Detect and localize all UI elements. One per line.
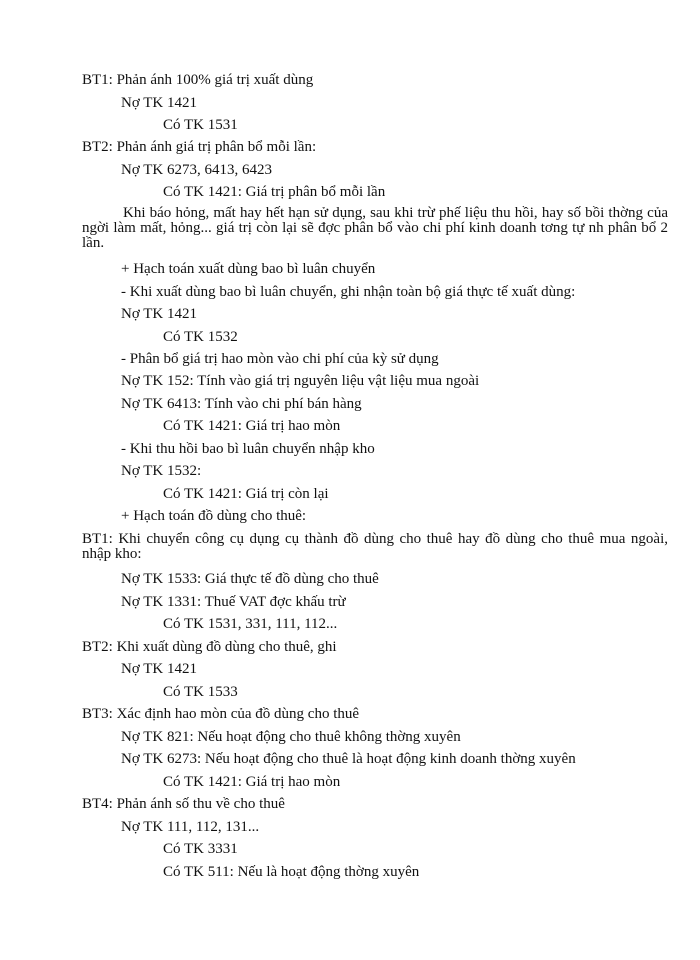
text-line: BT4: Phản ánh số thu về cho thuê xyxy=(82,796,285,812)
text-line: Có TK 1421: Giá trị hao mòn xyxy=(163,418,341,434)
text-line: Có TK 1532 xyxy=(163,329,238,345)
text-line: + Hạch toán xuất dùng bao bì luân chuyển xyxy=(121,261,376,277)
text-line: Nợ TK 1421 xyxy=(121,95,197,111)
text-line: Nợ TK 6273, 6413, 6423 xyxy=(121,162,272,178)
text-line: Có TK 3331 xyxy=(163,841,238,857)
text-line: Nợ TK 1533: Giá thực tế đồ dùng cho thuê xyxy=(121,571,379,587)
text-line: Có TK 1421: Giá trị phân bổ mỗi lần xyxy=(163,184,386,200)
text-line: Nợ TK 1331: Thuế VAT đợc khấu trừ xyxy=(121,594,346,610)
text-line: BT2: Phản ánh giá trị phân bổ mỗi lần: xyxy=(82,139,317,155)
text-line: Có TK 1533 xyxy=(163,684,238,700)
text-line: BT2: Khi xuất dùng đồ dùng cho thuê, ghi xyxy=(82,639,337,655)
text-line: Nợ TK 1421 xyxy=(121,306,197,322)
text-line: - Khi thu hồi bao bì luân chuyển nhập kho xyxy=(121,441,375,457)
text-line: Có TK 1421: Giá trị còn lại xyxy=(163,486,329,502)
text-line: - Phân bổ giá trị hao mòn vào chi phí của kỳ sử dụng xyxy=(121,351,439,367)
text-line: Nợ TK 1421 xyxy=(121,661,197,677)
text-line: Nợ TK 152: Tính vào giá trị nguyên liệu vật liệu mua ngoài xyxy=(121,373,480,389)
text-line: + Hạch toán đồ dùng cho thuê: xyxy=(121,508,307,524)
paragraph-text: Khi báo hỏng, mất hay hết hạn sử dụng, sau khi trừ phế liệu thu hồi, hay số bồi thờng của ngời làm mất, hỏng... giá trị còn lại sẽ đợc phân bổ vào chi phí kinh doanh tơng tự nh phân bổ 2 lần. xyxy=(82,205,668,251)
text-line: BT1: Phản ánh 100% giá trị xuất dùng xyxy=(82,72,314,88)
paragraph xyxy=(82,532,668,562)
paragraph xyxy=(82,206,668,251)
text-line: Có TK 1421: Giá trị hao mòn xyxy=(163,774,341,790)
text-line: Nợ TK 6413: Tính vào chi phí bán hàng xyxy=(121,396,362,412)
text-line: Có TK 1531, 331, 111, 112... xyxy=(163,616,338,632)
text-line: Nợ TK 821: Nếu hoạt động cho thuê không thờng xuyên xyxy=(121,729,461,745)
text-line: Nợ TK 111, 112, 131... xyxy=(121,819,260,835)
paragraph-text: BT1: Khi chuyển công cụ dụng cụ thành đồ dùng cho thuê hay đồ dùng cho thuê mua ngoài, nhập kho: xyxy=(82,531,668,562)
text-line: Nợ TK 6273: Nếu hoạt động cho thuê là hoạt động kinh doanh thờng xuyên xyxy=(121,751,576,767)
text-line: BT3: Xác định hao mòn của đồ dùng cho thuê xyxy=(82,706,360,722)
text-line: Nợ TK 1532: xyxy=(121,463,202,479)
text-line: - Khi xuất dùng bao bì luân chuyển, ghi nhận toàn bộ giá thực tế xuất dùng: xyxy=(121,284,576,300)
text-line: Có TK 511: Nếu là hoạt động thờng xuyên xyxy=(163,864,420,880)
text-line: Có TK 1531 xyxy=(163,117,238,133)
